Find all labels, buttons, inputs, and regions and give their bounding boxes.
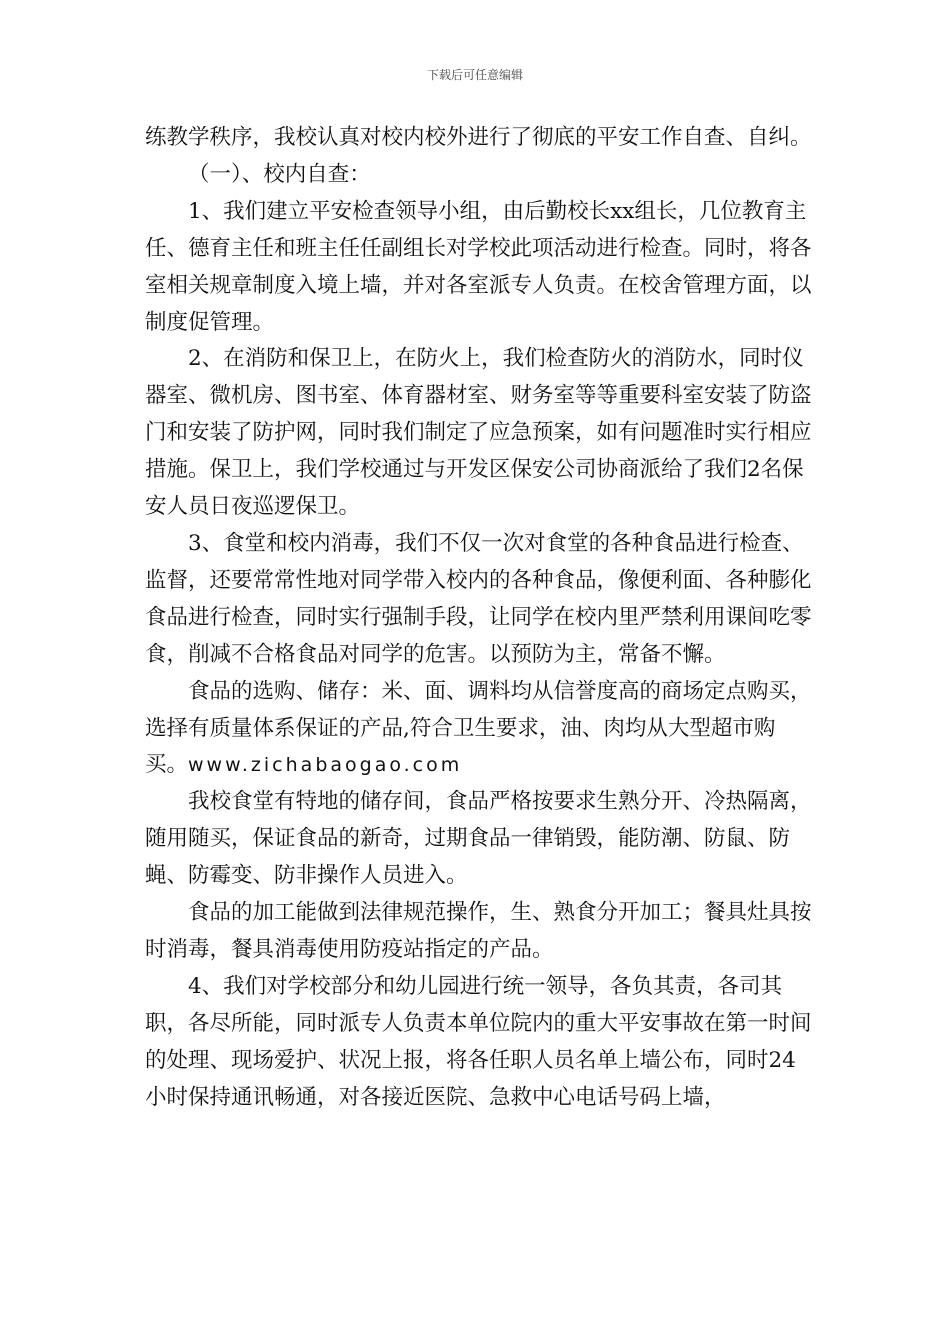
paragraph-item-4: 4、我们对学校部分和幼儿园进行统一领导，各负其责，各司其职，各尽所能，同时派专人负责本单位院内的重大平安事故在第一时间的处理、现场爱护、状况上报，将各任职人员名单上墙公布，同时24小时保持通讯畅通，对各接近医院、急救中心电话号码上墙， [145,973,812,1110]
paragraph-item-1: 1、我们建立平安检查领导小组，由后勤校长xx组长，几位教育主任、德育主任和班主任任副组长对学校此项活动进行检查。同时，将各室相关规章制度入境上墙，并对各室派专人负责。在校舍管理方面，以制度促管理。 [145,198,812,335]
website-url: www.zichabaogao.com [188,754,463,777]
section-heading: （一）、校内自查： [188,161,371,187]
paragraph-item-2: 2、在消防和保卫上，在防火上，我们检查防火的消防水，同时仪器室、微机房、图书室、体育器材室、财务室等等重要科室安装了防盗门和安装了防护网，同时我们制定了应急预案，如有问题准时实行相应措施。保卫上，我们学校通过与开发区保安公司协商派给了我们2名保安人员日夜巡逻保卫。 [145,346,812,520]
paragraph-continuation: 练教学秩序，我校认真对校内校外进行了彻底的平安工作自查、自纠。 [145,125,812,150]
page-header: 下载后可任意编辑 [426,68,523,82]
paragraph-food-processing: 食品的加工能做到法律规范操作，生、熟食分开加工；餐具灶具按时消毒，餐具消毒使用防疫站指定的产品。 [145,900,812,962]
document-body [145,120,813,1116]
paragraph-item-3: 3、食堂和校内消毒，我们不仅一次对食堂的各种食品进行检查、监督，还要常常性地对同学带入校内的各种食品，像便利面、各种膨化食品进行检查，同时实行强制手段，让同学在校内里严禁利用课间吃零食，削减不合格食品对同学的危害。以预防为主，常备不懈。 [145,530,812,667]
paragraph-food-storage: 我校食堂有特地的储存间，食品严格按要求生熟分开、冷热隔离，随用随买，保证食品的新奇，过期食品一律销毁，能防潮、防鼠、防蝇、防霉变、防非操作人员进入。 [145,789,812,889]
paragraph-food-purchase [145,674,813,785]
paragraph-food-purchase-text: 食品的选购、储存：米、面、调料均从信誉度高的商场定点购买，选择有质量体系保证的产品,符合卫生要求，油、肉均从大型超市购买。 [145,678,812,778]
